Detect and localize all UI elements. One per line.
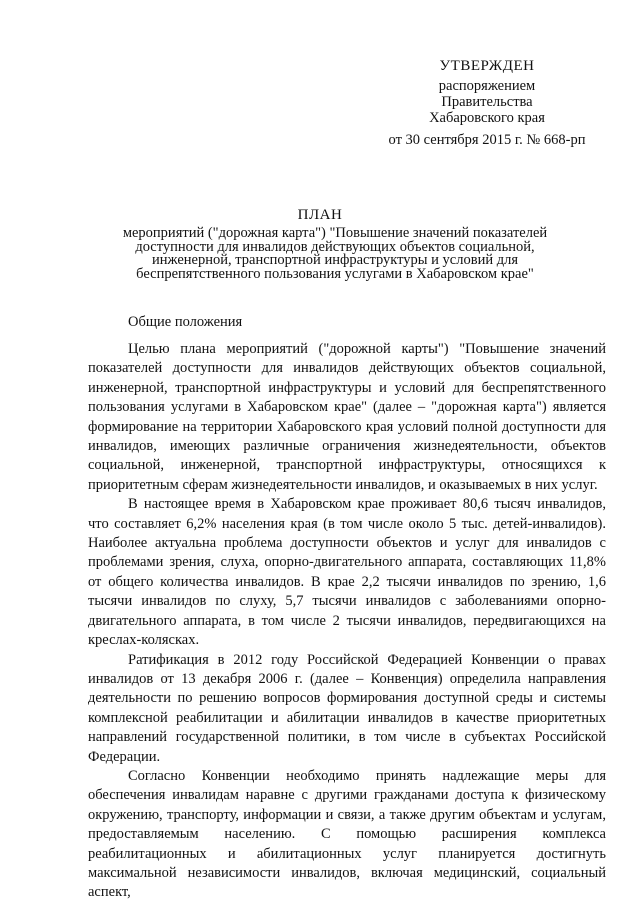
paragraph: Ратификация в 2012 году Российской Федерацией Конвенции о правах инвалидов от 13 декабря 2006 г. (далее – Конвенция) определила направления деятельности по решению вопросов формирования доступной среды и системы комплексной реабилитации и абилитации инвалидов в качестве приоритетных направлений государственной политики, в том числе в субъектах Российской Федерации. bbox=[88, 651, 606, 765]
paragraph: В настоящее время в Хабаровском крае проживает 80,6 тысяч инвалидов, что составляет 6,2% населения края (в том числе около 5 тыс. детей-инвалидов). Наиболее актуальна проблема доступности объектов и услуг для инвалидов с проблемами зрения, слуха, опорно-двигательного аппарата, составляющих 11,8% от общего количества инвалидов. В крае 2,2 тысячи инвалидов по зрению, 1,6 тысячи инвалидов по слуху, 5,7 тысячи инвалидов с заболеваниями опорно-двигательного аппарата, в том числе 2 тысячи инвалидов, передвигающихся на креслах-колясках. bbox=[88, 496, 606, 649]
section-heading: Общие положения bbox=[128, 314, 243, 330]
approval-line-3: Хабаровского края bbox=[429, 110, 545, 126]
approval-line-2: Правительства bbox=[441, 94, 533, 110]
paragraph: Целью плана мероприятий ("дорожной карты") "Повышение значений показателей доступности для инвалидов действующих объектов социальной, инженерной, транспортной инфраструктуры и условий для беспрепятственного пользования услугами в Хабаровском крае" (далее – "дорожная карта") является формирование на территории Хабаровского края условий полной доступности для инвалидов, имеющих различные ограничения жизнедеятельности, объектов социальной, инженерной, транспортной инфраструктуры, относящихся к приоритетным сферам жизнедеятельности инвалидов, и оказываемых в них услуг. bbox=[88, 341, 606, 493]
approval-title: УТВЕРЖДЕН bbox=[439, 58, 535, 74]
body-text bbox=[88, 340, 606, 903]
plan-subtitle: мероприятий ("дорожная карта") "Повышение значений показателей доступности для инвалидов действующих объектов социальной, инженерной, транспортной инфраструктуры и условий для беспрепятственного пользования услугами в Хабаровском крае" bbox=[122, 225, 548, 282]
approval-date: от 30 сентября 2015 г. № 668-рп bbox=[388, 132, 586, 148]
plan-title: ПЛАН bbox=[297, 207, 343, 223]
approval-line-1: распоряжением bbox=[438, 78, 536, 94]
approval-stamp bbox=[372, 58, 602, 148]
paragraph: Согласно Конвенции необходимо принять надлежащие меры для обеспечения инвалидам наравне с другими гражданами доступа к физическому окружению, транспорту, информации и связи, а также другим объектам и услугам, предоставляемым населению. С помощью расширения комплекса реабилитационных и абилитационных услуг планируется достигнуть максимальной независимости инвалидов, включая медицинский, социальный аспект, bbox=[88, 767, 606, 901]
